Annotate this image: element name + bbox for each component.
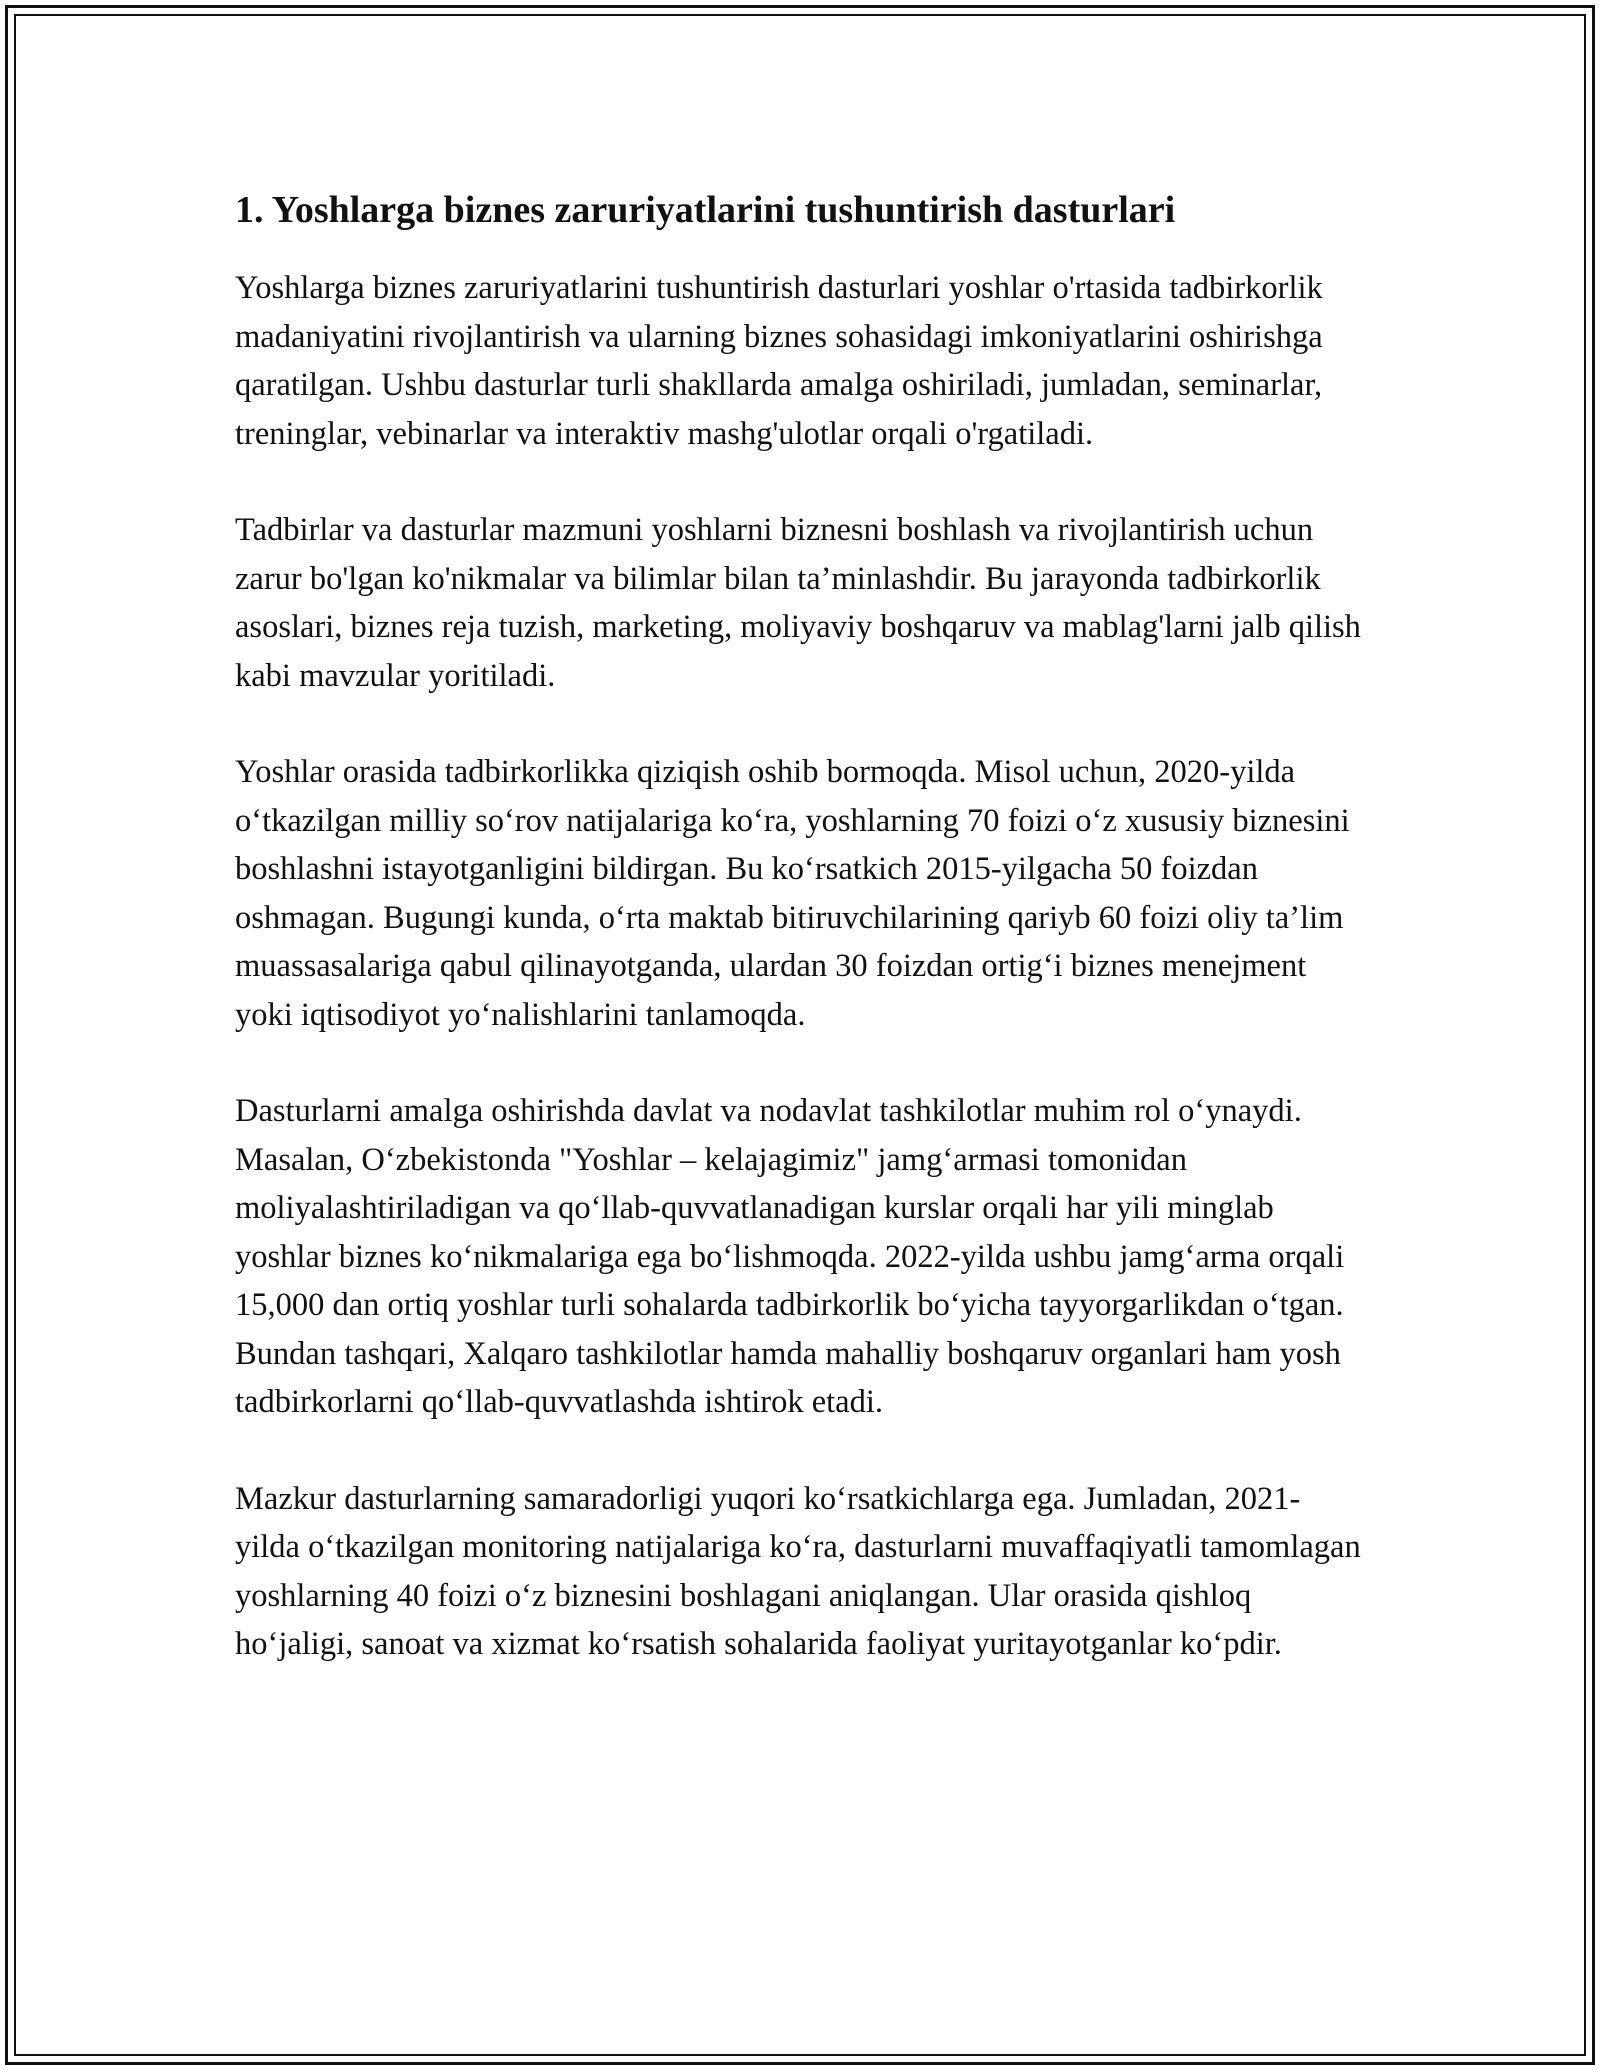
paragraph-2: Tadbirlar va dasturlar mazmuni yoshlarni biznesni boshlash va rivojlantirish uchun zarur bo'lgan ko'nikmalar va bilimlar bilan ta’minlashdir. Bu jarayonda tadbirkorlik asoslari, biznes reja tuzish, marketing, moliyaviy boshqaruv va mablag'larni jalb qilish kabi mavzular yoritiladi. bbox=[235, 512, 1361, 694]
section-heading: 1. Yoshlarga biznes zaruriyatlarini tushuntirish dasturlari bbox=[235, 189, 1176, 231]
paragraph-1: Yoshlarga biznes zaruriyatlarini tushuntirish dasturlari yoshlar o'rtasida tadbirkorlik madaniyatini rivojlantirish va ularning biznes sohasidagi imkoniyatlarini oshirishga qaratilgan. Ushbu dasturlar turli shakllarda amalga oshiriladi, jumladan, seminarlar, treninglar, vebinarlar va interaktiv mashg'ulotlar orqali o'rgatiladi. bbox=[235, 270, 1323, 452]
paragraph-5: Mazkur dasturlarning samaradorligi yuqori ko‘rsatkichlarga ega. Jumladan, 2021-yilda o‘tkazilgan monitoring natijalariga ko‘ra, dasturlarni muvaffaqiyatli tamomlagan yoshlarning 40 foizi o‘z biznesini boshlagani aniqlangan. Ular orasida qishloq ho‘jaligi, sanoat va xizmat ko‘rsatish sohalarida faoliyat yuritayotganlar ko‘pdir. bbox=[235, 1480, 1361, 1662]
paragraph-3: Yoshlar orasida tadbirkorlikka qiziqish oshib bormoqda. Misol uchun, 2020-yilda o‘tkazilgan milliy so‘rov natijalariga ko‘ra, yoshlarning 70 foizi o‘z xususiy biznesini boshlashni istayotganligini bildirgan. Bu ko‘rsatkich 2015-yilgacha 50 foizdan oshmagan. Bugungi kunda, o‘rta maktab bitiruvchilarining qariyb 60 foizi oliy ta’lim muassasalariga qabul qilinayotganda, ulardan 30 foizdan ortig‘i biznes menejment yoki iqtisodiyot yo‘nalishlarini tanlamoqda. bbox=[235, 754, 1350, 1033]
document-body bbox=[235, 186, 1365, 1717]
paragraph-4: Dasturlarni amalga oshirishda davlat va nodavlat tashkilotlar muhim rol o‘ynaydi. Masalan, O‘zbekistonda "Yoshlar – kelajagimiz" jamg‘armasi tomonidan moliyalashtiriladigan va qo‘llab-quvvatlanadigan kurslar orqali har yili minglab yoshlar biznes ko‘nikmalariga ega bo‘lishmoqda. 2022-yilda ushbu jamg‘arma orqali 15,000 dan ortiq yoshlar turli sohalarda tadbirkorlik bo‘yicha tayyorgarlikdan o‘tgan. Bundan tashqari, Xalqaro tashkilotlar hamda mahalliy boshqaruv organlari ham yosh tadbirkorlarni qo‘llab-quvvatlashda ishtirok etadi. bbox=[235, 1093, 1345, 1420]
